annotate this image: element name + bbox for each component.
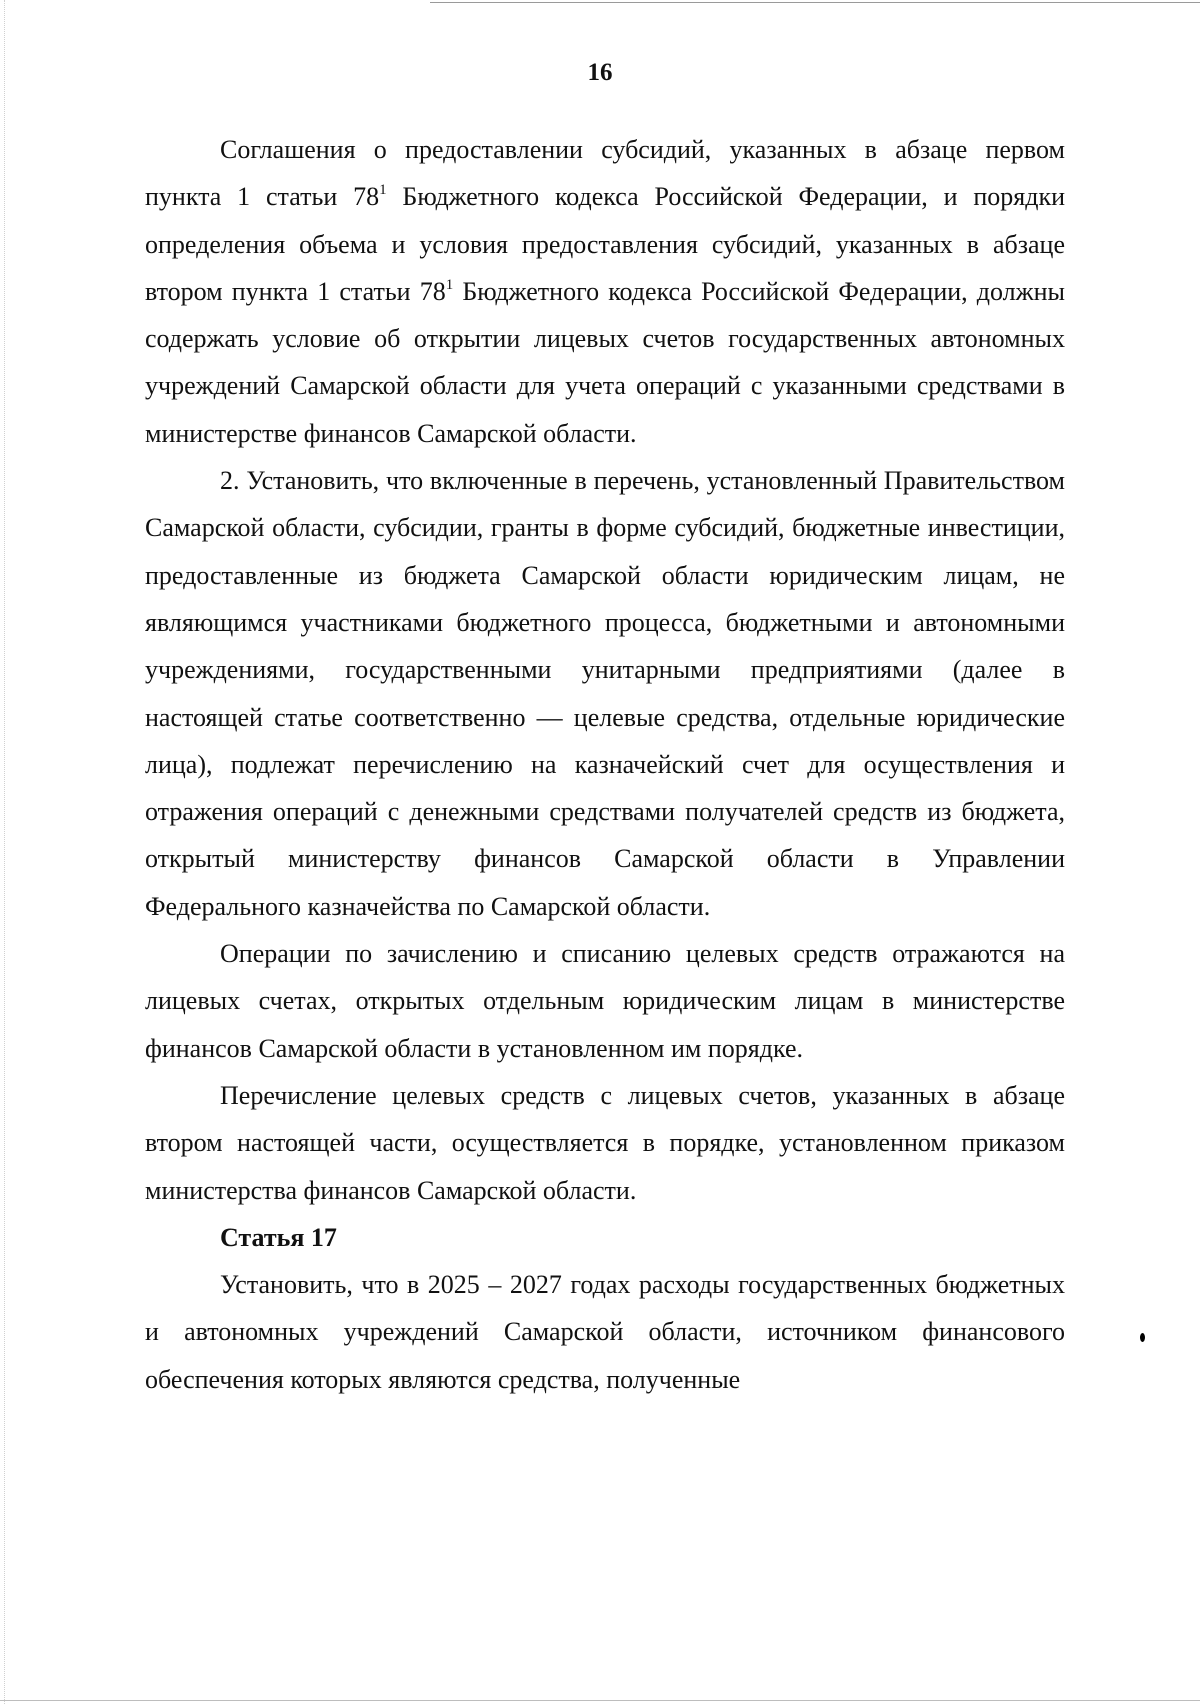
text-segment: Операции по зачислению и списанию целевых средств отражаются на лицевых счетах, открытых отдельным юридическим лицам в министерстве финансов Самарской области в установленном им порядке. [145,939,1065,1063]
paragraph [145,457,1065,930]
text-segment: Статья 17 [220,1222,337,1252]
scan-dot-artifact [1140,1333,1145,1342]
text-segment: Бюджетного кодекса Российской Федерации, должны содержать условие об открытии лицевых счетов государственных автономных учреждений Самарской области для учета операций с указанными средствами в министерстве финансов Самарской области. [145,276,1065,448]
scan-bottom-line [0,1700,1200,1701]
superscript-index: 1 [379,182,387,199]
article-heading [145,1214,1065,1261]
superscript-index: 1 [445,276,454,293]
paragraph [145,126,1065,457]
text-segment: Установить, что в 2025 – 2027 годах расходы государственных бюджетных и автономных учреждений Самарской области, источником финансового обеспечения которых являются средства, полученные [145,1270,1065,1394]
scan-edge-artifact [4,0,5,1704]
page-number: 16 [587,59,613,86]
paragraph [145,1261,1065,1403]
text-segment: Соглашения о предоставлении субсидий, указанных в абзаце первом пункта 1 статьи 78 [145,135,1065,212]
text-segment: Бюджетного кодекса Российской Федерации, и порядки определения объема и условия предоставления субсидий, указанных в абзаце втором пункта 1 статьи 78 [145,182,1066,306]
document-body [145,126,1065,1403]
text-segment: Перечисление целевых средств с лицевых счетов, указанных в абзаце втором настоящей части, осуществляется в порядке, установленном приказом министерства финансов Самарской области. [145,1080,1065,1205]
text-segment: 2. Установить, что включенные в перечень, установленный Правительством Самарской области, субсидии, гранты в форме субсидий, бюджетные инвестиции, предоставленные из бюджета Самарской области юридическим лицам, не являющимся участниками бюджетного процесса, бюджетными и автономными учреждениями, государственными унитарными предприятиями (далее в настоящей статье соответственно — целевые средства, отдельные юридические лица), подлежат перечислению на казначейский счет для осуществления и отражения операций с денежными средствами получателей средств из бюджета, открытый министерству финансов Самарской области в Управлении Федерального казначейства по Самарской области. [145,466,1065,921]
paragraph [145,1072,1065,1214]
paragraph [145,930,1065,1072]
scan-top-line [430,2,1200,3]
